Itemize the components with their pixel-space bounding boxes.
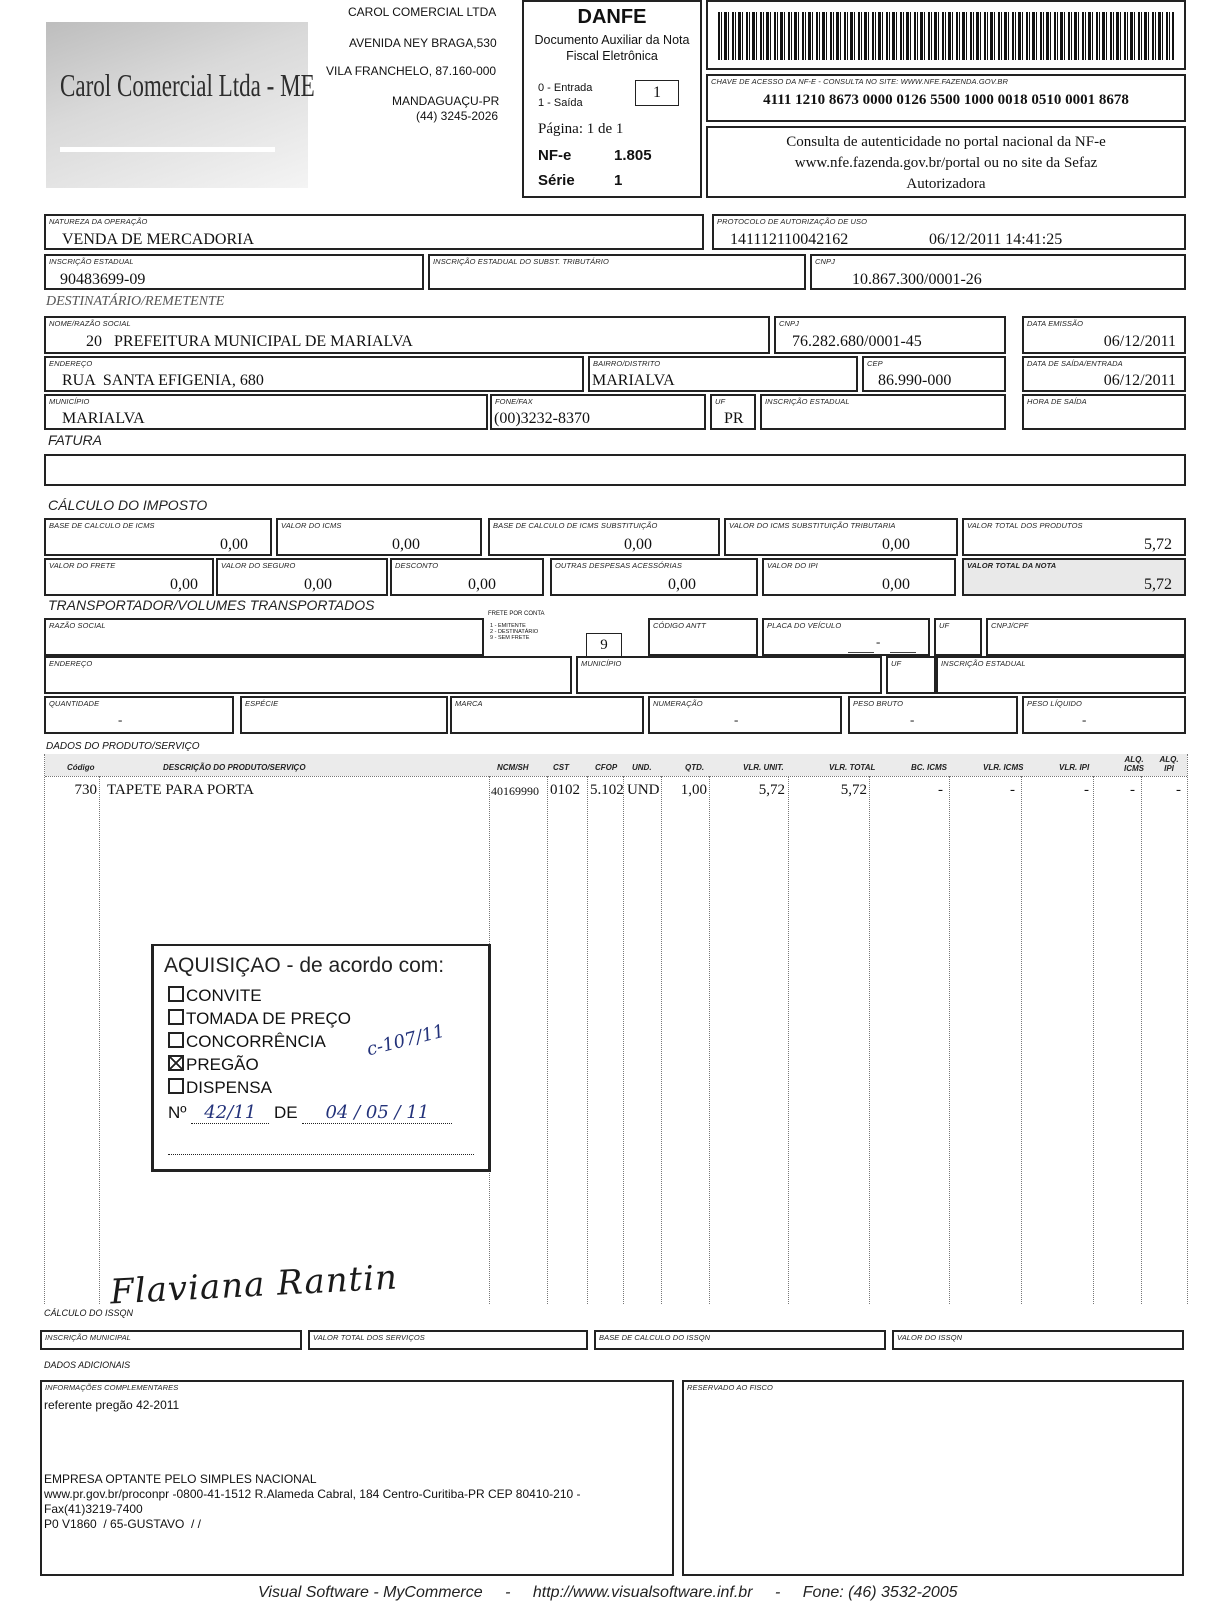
especie-box: ESPÉCIE [240, 696, 448, 734]
saida-label: 1 - Saída [538, 97, 583, 109]
transp-cnpj-box: CNPJ/CPF [986, 618, 1186, 656]
transp-uf-box: UF [934, 618, 982, 656]
row-codigo: 730 [74, 782, 97, 798]
pagina: Página: 1 de 1 [538, 121, 624, 137]
stamp-opt-concorrencia: CONCORRÊNCIA [168, 1032, 326, 1052]
issqn-section: CÁLCULO DO ISSQN [44, 1308, 134, 1318]
saida-value: 06/12/2011 [1103, 372, 1176, 389]
uf-value: PR [724, 410, 744, 427]
bairro-value: MARIALVA [592, 372, 675, 389]
municipio-box: MUNICÍPIO MARIALVA [44, 394, 488, 430]
footer: Visual Software - MyCommerce - http://www.visualsoftware.inf.br - Fone: (46) 3532-2005 [258, 1584, 958, 1601]
emitter-address: AVENIDA NEY BRAGA,530 [349, 36, 497, 50]
checked-box-icon [168, 1055, 184, 1071]
seguro-box: VALOR DO SEGURO 0,00 [216, 558, 388, 596]
recipient-cnpj-box: CNPJ 76.282.680/0001-45 [774, 316, 1006, 354]
saida-box: DATA DE SAÍDA/ENTRADA 06/12/2011 [1022, 356, 1186, 392]
emitter-phone: (44) 3245-2026 [416, 109, 499, 123]
base-st: 0,00 [624, 536, 652, 553]
valor-icms-box: VALOR DO ICMS 0,00 [276, 518, 482, 556]
consulta-text: Consulta de autenticidade no portal nacional da NF-e www.nfe.fazenda.gov.br/portal ou no site da Sefaz Autorizadora [786, 134, 1106, 192]
emitter-logo [46, 22, 315, 188]
cep-value: 86.990-000 [878, 372, 952, 389]
info-complementares-box: INFORMAÇÕES COMPLEMENTARES referente pregão 42-2011 EMPRESA OPTANTE PELO SIMPLES NACIONAL www.pr.gov.br/proconpr -0800-41-1512 R.Alameda Cabral, 184 Centro-Curitiba-PR CEP 80410-210 - Fax(41)3219-7400 P0 V1860 / 65-GUSTAVO / / [40, 1380, 674, 1576]
recipient-name-box: NOME/RAZÃO SOCIAL 20 PREFEITURA MUNICIPAL DE MARIALVA [44, 316, 770, 354]
bairro-box: BAIRRO/DISTRITO MARIALVA [588, 356, 858, 392]
col-ncm: NCM/SH [497, 763, 529, 772]
desconto-box: DESCONTO 0,00 [390, 558, 544, 596]
hora-box: HORA DE SAÍDA [1022, 394, 1186, 430]
col-bc-icms: BC. ICMS [911, 763, 947, 772]
col-vlr-ipi: VLR. IPI [1059, 763, 1090, 772]
emissao-box: DATA EMISSÃO 06/12/2011 [1022, 316, 1186, 354]
info-line5: P0 V1860 / 65-GUSTAVO / / [44, 1517, 201, 1531]
recipient-name: 20 PREFEITURA MUNICIPAL DE MARIALVA [86, 333, 413, 350]
row-ncm: 40169990 [491, 784, 539, 798]
col-codigo: Código [67, 763, 95, 772]
valor-icms: 0,00 [392, 536, 420, 553]
col-cfop: CFOP [595, 763, 618, 772]
total-produtos-box: VALOR TOTAL DOS PRODUTOS 5,72 [962, 518, 1186, 556]
col-cst: CST [553, 763, 569, 772]
base-icms: 0,00 [220, 536, 248, 553]
col-qtd: QTD. [685, 763, 705, 772]
stamp-opt-tomada: TOMADA DE PREÇO [168, 1009, 351, 1029]
row-vlr-icms: - [1010, 782, 1015, 798]
footer-fone: Fone: (46) 3532-2005 [802, 1584, 958, 1601]
quantidade-box: QUANTIDADE - [44, 696, 234, 734]
col-unit: VLR. UNIT. [743, 763, 784, 772]
row-qtd: 1,00 [680, 782, 707, 798]
fone-value: (00)3232-8370 [494, 410, 590, 427]
acquisition-stamp [151, 944, 491, 1172]
peso-bruto: - [910, 712, 915, 727]
ipi-box: VALOR DO IPI 0,00 [762, 558, 956, 596]
stamp-date-value: 04 / 05 / 11 [302, 1102, 452, 1124]
products-section: DADOS DO PRODUTO/SERVIÇO [46, 741, 200, 752]
checkbox-icon [168, 1009, 184, 1025]
ie-st-box: INSCRIÇÃO ESTADUAL DO SUBST. TRIBUTÁRIO [428, 254, 806, 290]
transp-municipio-box: MUNICÍPIO [576, 656, 882, 694]
valor-st-box: VALOR DO ICMS SUBSTITUIÇÃO TRIBUTARIA 0,00 [724, 518, 958, 556]
antt-box: CÓDIGO ANTT [648, 618, 758, 656]
ipi: 0,00 [882, 576, 910, 593]
emitter-city: MANDAGUAÇU-PR [392, 94, 500, 108]
stamp-opt-dispensa: DISPENSA [168, 1078, 272, 1098]
row-alq-icms: - [1130, 782, 1135, 798]
natureza-value: VENDA DE MERCADORIA [62, 231, 254, 248]
quantidade-value: - [118, 712, 123, 727]
frete-por-conta: FRETE POR CONTA 1 - EMITENTE 2 - DESTINATÁRIO 9 - SEM FRETE 9 [488, 611, 648, 656]
additional-section: DADOS ADICIONAIS [44, 1360, 131, 1370]
natureza-box: NATUREZA DA OPERAÇÃO VENDA DE MERCADORIA [44, 214, 704, 250]
stamp-note: c-107/11 [364, 1020, 447, 1061]
col-alq-ipi: ALQ. IPI [1159, 755, 1179, 773]
row-vlr-ipi: - [1084, 782, 1089, 798]
outras: 0,00 [668, 576, 696, 593]
cnpj-box: CNPJ 10.867.300/0001-26 [810, 254, 1186, 290]
col-descricao: DESCRIÇÃO DO PRODUTO/SERVIÇO [163, 763, 306, 772]
protocolo-datetime: 06/12/2011 14:41:25 [929, 231, 1063, 248]
transp-uf2-box: UF [886, 656, 936, 694]
checkbox-icon [168, 1032, 184, 1048]
col-total: VLR. TOTAL [829, 763, 876, 772]
total-servicos-box: VALOR TOTAL DOS SERVIÇOS [308, 1330, 588, 1350]
row-unit: 5,72 [758, 782, 785, 798]
emitter-district: VILA FRANCHELO, 87.160-000 [326, 64, 497, 78]
frete-box: VALOR DO FRETE 0,00 [44, 558, 214, 596]
info-line2: EMPRESA OPTANTE PELO SIMPLES NACIONAL [44, 1472, 317, 1486]
info-line1: referente pregão 42-2011 [44, 1398, 180, 1412]
reservado-fisco-box: RESERVADO AO FISCO [682, 1380, 1184, 1576]
row-und: UND [627, 782, 660, 798]
base-icms-box: BASE DE CALCULO DE ICMS 0,00 [44, 518, 272, 556]
col-alq-icms: ALQ. ICMS [1124, 755, 1144, 773]
danfe-title: DANFE [577, 6, 647, 28]
uf-box: UF PR [710, 394, 756, 430]
imposto-section: CÁLCULO DO IMPOSTO [48, 497, 208, 513]
consulta-box [706, 126, 1186, 198]
peso-liquido-box: PESO LÍQUIDO - [1022, 696, 1186, 734]
transp-endereco-box: ENDEREÇO [44, 656, 572, 694]
protocolo-box: PROTOCOLO DE AUTORIZAÇÃO DE USO 141112110042162 06/12/2011 14:41:25 [712, 214, 1186, 250]
serie-label: Série [538, 172, 575, 189]
cnpj-value: 10.867.300/0001-26 [852, 271, 982, 288]
emitter-name: CAROL COMERCIAL LTDA [348, 5, 497, 19]
logo-text: Carol Comercial Ltda - ME [60, 67, 315, 103]
row-cfop: 5.102 [590, 782, 624, 798]
row-bc-icms: - [938, 782, 943, 798]
info-line4: Fax(41)3219-7400 [44, 1502, 143, 1516]
recipient-section: DESTINATÁRIO/REMETENTE [46, 294, 225, 309]
desconto: 0,00 [468, 576, 496, 593]
checkbox-icon [168, 1078, 184, 1094]
stamp-opt-pregao: PREGÃO [168, 1055, 259, 1075]
transport-section: TRANSPORTADOR/VOLUMES TRANSPORTADOS [48, 597, 375, 613]
signature: Flaviana Rantin [109, 1257, 399, 1313]
marca-box: MARCA [450, 696, 644, 734]
row-cst: 0102 [550, 782, 580, 798]
total-produtos: 5,72 [1144, 536, 1172, 553]
outras-box: OUTRAS DESPESAS ACESSÓRIAS 0,00 [550, 558, 758, 596]
numeracao-box: NUMERAÇÃO - [648, 696, 842, 734]
entrada-label: 0 - Entrada [538, 82, 593, 94]
info-line3: www.pr.gov.br/proconpr -0800-41-1512 R.Alameda Cabral, 184 Centro-Curitiba-PR CEP 80410-210 - [44, 1487, 581, 1501]
valor-issqn-box: VALOR DO ISSQN [892, 1330, 1184, 1350]
transp-razao-box: RAZÃO SOCIAL [44, 618, 484, 656]
ie-box: INSCRIÇÃO ESTADUAL 90483699-09 [44, 254, 424, 290]
barcode-box [706, 0, 1186, 70]
inscricao-municipal-box: INSCRIÇÃO MUNICIPAL [40, 1330, 302, 1350]
row-total: 5,72 [840, 782, 867, 798]
recipient-address-box: ENDEREÇO RUA SANTA EFIGENIA, 680 [44, 356, 584, 392]
danfe-box [522, 0, 702, 198]
checkbox-icon [168, 986, 184, 1002]
recipient-ie-box: INSCRIÇÃO ESTADUAL [760, 394, 1006, 430]
row-descricao: TAPETE PARA PORTA [107, 782, 255, 798]
placa-value: - [876, 634, 881, 649]
base-st-box: BASE DE CALCULO DE ICMS SUBSTITUIÇÃO 0,00 [488, 518, 720, 556]
fatura-section: FATURA [48, 432, 102, 448]
stamp-no-value: 42/11 [191, 1102, 269, 1124]
frete: 0,00 [170, 576, 198, 593]
access-key-box [706, 74, 1186, 122]
protocolo-value: 141112110042162 [730, 231, 849, 248]
barcode [718, 12, 1174, 60]
tipo-value: 1 [635, 80, 679, 106]
numeracao-value: - [734, 712, 739, 727]
recipient-cnpj: 76.282.680/0001-45 [792, 333, 922, 350]
base-issqn-box: BASE DE CALCULO DO ISSQN [594, 1330, 886, 1350]
placa-box: PLACA DO VEÍCULO - [762, 618, 930, 656]
transp-ie-box: INSCRIÇÃO ESTADUAL [936, 656, 1186, 694]
nfe-number: 1.805 [614, 147, 652, 164]
frete-value: 9 [586, 633, 622, 657]
footer-site: http://www.visualsoftware.inf.br [532, 1584, 753, 1601]
col-vlr-icms: VLR. ICMS [983, 763, 1024, 772]
stamp-number-line: Nº 42/11 DE 04 / 05 / 11 [168, 1102, 452, 1124]
danfe-subtitle: Documento Auxiliar da Nota Fiscal Eletrônica [534, 33, 690, 63]
recipient-address: RUA SANTA EFIGENIA, 680 [62, 372, 264, 389]
peso-liquido: - [1082, 712, 1087, 727]
cep-box: CEP 86.990-000 [862, 356, 1006, 392]
valor-st: 0,00 [882, 536, 910, 553]
emissao-value: 06/12/2011 [1103, 333, 1176, 350]
total-nota-box: VALOR TOTAL DA NOTA 5,72 [962, 558, 1186, 596]
municipio-value: MARIALVA [62, 410, 145, 427]
nfe-label: NF-e [538, 147, 572, 164]
serie-number: 1 [614, 172, 623, 189]
row-alq-ipi: - [1176, 782, 1181, 798]
peso-bruto-box: PESO BRUTO - [848, 696, 1018, 734]
stamp-opt-convite: CONVITE [168, 986, 262, 1006]
access-key-label: CHAVE DE ACESSO DA NF-E - CONSULTA NO SITE: WWW.NFE.FAZENDA.GOV.BR [711, 77, 1009, 86]
ie-value: 90483699-09 [60, 271, 146, 288]
seguro: 0,00 [304, 576, 332, 593]
stamp-title: AQUISIÇAO - de acordo com: [164, 954, 445, 977]
col-und: UND. [632, 763, 652, 772]
fone-box: FONE/FAX (00)3232-8370 [490, 394, 706, 430]
access-key-value: 4111 1210 8673 0000 0126 5500 1000 0018 0510 0001 8678 [763, 92, 1129, 108]
fatura-box [44, 454, 1186, 486]
footer-software: Visual Software - MyCommerce [258, 1584, 483, 1601]
total-nota: 5,72 [1144, 576, 1172, 593]
